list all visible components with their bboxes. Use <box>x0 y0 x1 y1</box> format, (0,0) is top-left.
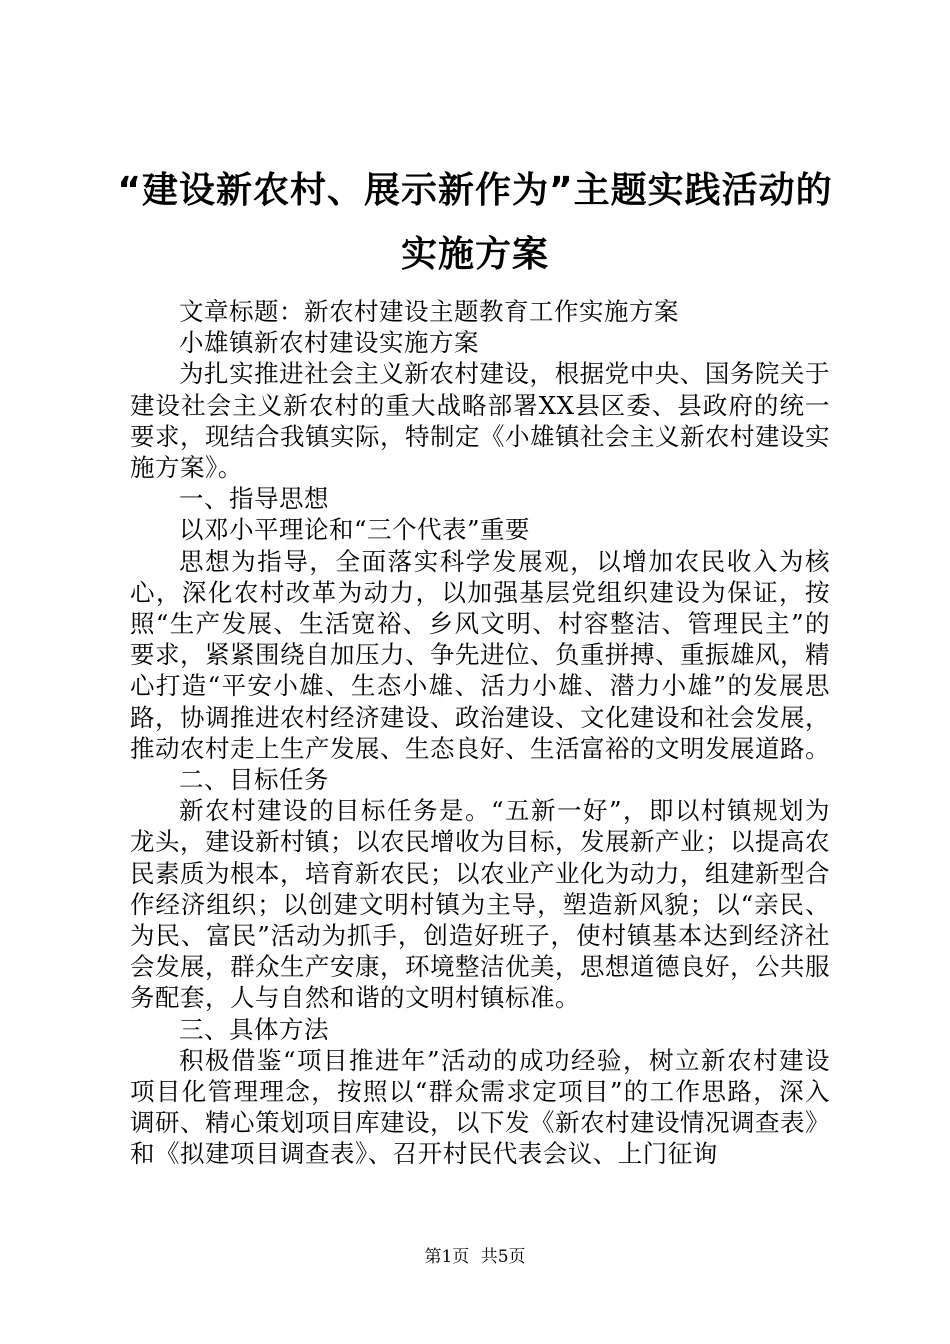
intro-paragraph: 为扎实推进社会主义新农村建设，根据党中央、国务院关于建设社会主义新农村的重大战略部署XX县区委、县政府的统一要求，现结合我镇实际，特制定《小雄镇社会主义新农村建设实施方案》。 <box>130 359 830 483</box>
page-footer <box>0 1242 950 1267</box>
document-body <box>130 296 830 1170</box>
methods-paragraph: 积极借鉴“项目推进年”活动的成功经验，树立新农村建设项目化管理理念，按照以“群众需求定项目”的工作思路，深入调研、精心策划项目库建设，以下发《新农村建设情况调查表》和《拟建项目调查表》、召开村民代表会议、上门征询 <box>130 1045 830 1169</box>
document-title-line-2: 实施方案 <box>400 234 549 275</box>
page-number: 第1页 <box>424 1247 470 1267</box>
document-title-line-1: “建设新农村、展示新作为”主题实践活动的 <box>117 170 833 211</box>
section-heading-goals: 二、目标任务 <box>179 765 329 795</box>
goals-paragraph: 新农村建设的目标任务是。“五新一好”，即以村镇规划为龙头，建设新村镇；以农民增收为目标，发展新产业；以提高农民素质为根本，培育新农民；以农业产业化为动力，组建新型合作经济组织；以创建文明村镇为主导，塑造新风貌；以“亲民、为民、富民”活动为抓手，创造好班子，使村镇基本达到经济社会发展，群众生产安康，环境整洁优美，思想道德良好，公共服务配套，人与自然和谐的文明村镇标准。 <box>130 796 830 1013</box>
section-heading-methods: 三、具体方法 <box>179 1014 329 1044</box>
subtitle-line: 小雄镇新农村建设实施方案 <box>179 328 479 358</box>
page-total: 共5页 <box>480 1247 526 1267</box>
article-title-line: 文章标题：新农村建设主题教育工作实施方案 <box>179 297 679 326</box>
guiding-thought-paragraph: 思想为指导，全面落实科学发展观，以增加农民收入为核心，深化农村改革为动力，以加强基层党组织建设为保证，按照“生产发展、生活宽裕、乡风文明、村容整洁、管理民主”的要求，紧紧围绕自加压力、争先进位、负重拼搏、重振雄风，精心打造“平安小雄、生态小雄、活力小雄、潜力小雄”的发展思路，协调推进农村经济建设、政治建设、文化建设和社会发展，推动农村走上生产发展、生态良好、生活富裕的文明发展道路。 <box>130 546 830 763</box>
guiding-thought-line: 以邓小平理论和“三个代表”重要 <box>179 515 531 545</box>
section-heading-guiding-thought: 一、指导思想 <box>179 484 329 514</box>
